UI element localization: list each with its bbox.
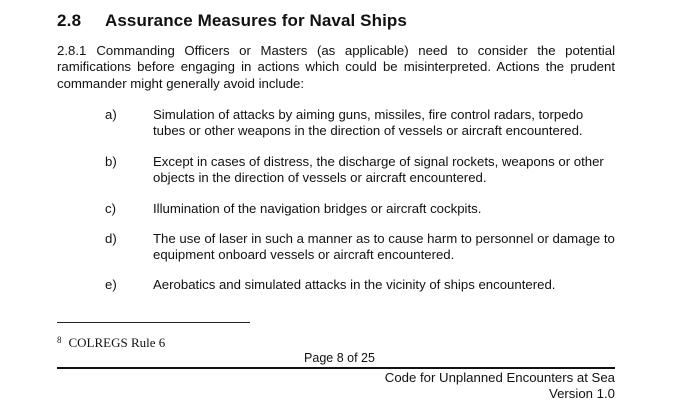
list-item-text: Aerobatics and simulated attacks in the vicinity of ships encountered. (153, 277, 556, 292)
footnote-marker: 8 (57, 335, 62, 345)
list-item-text: The use of laser in such a manner as to cause harm to personnel or damage to equipment onboard vessels or aircraft encountered. (153, 231, 615, 263)
paragraph-number: 2.8.1 (57, 43, 87, 58)
footnote-text: COLREGS Rule 6 (68, 335, 166, 350)
footer-doc-title: Code for Unplanned Encounters at Sea (384, 370, 615, 385)
intro-paragraph (57, 43, 615, 92)
section-number: 2.8 (57, 11, 82, 30)
list-item-label: d) (105, 231, 117, 246)
list-item-text: Simulation of attacks by aiming guns, missiles, fire control radars, torpedo tubes or other weapons in the direction of vessels or aircraft encountered. (153, 107, 584, 139)
list-item-text: Illumination of the navigation bridges or aircraft cockpits. (153, 201, 482, 216)
section-title: Assurance Measures for Naval Ships (105, 11, 407, 30)
list-item-label: a) (105, 107, 117, 122)
page-number: Page 8 of 25 (304, 351, 375, 365)
list-item-text: Except in cases of distress, the discharge of signal rockets, weapons or other objects in the direction of vessels or aircraft encountered. (153, 154, 604, 186)
paragraph-text: Commanding Officers or Masters (as applicable) need to consider the potential ramifications before engaging in actions which could be misinterpreted. Actions the prudent commander might generally avoid include: (57, 43, 615, 91)
list-item-label: e) (105, 277, 117, 292)
footnote-divider (57, 322, 250, 323)
footnote (57, 335, 165, 351)
list-item-label: b) (105, 154, 117, 169)
list-item-label: c) (105, 201, 116, 216)
footer-version: Version 1.0 (549, 386, 615, 401)
footer-divider (57, 367, 615, 369)
